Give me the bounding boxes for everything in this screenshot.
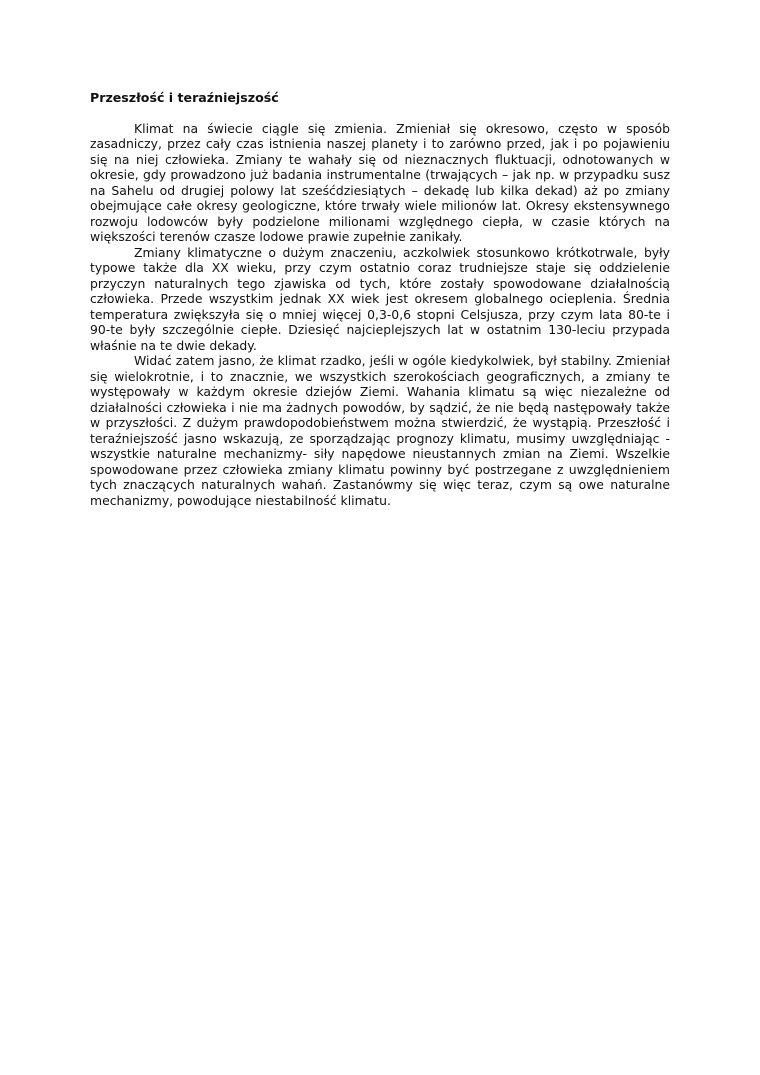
document-title: Przeszłość i teraźniejszość bbox=[90, 90, 279, 105]
paragraph-2: Zmiany klimatyczne o dużym znaczeniu, aczkolwiek stosunkowo krótkotrwale, były typowe także dla XX wieku, przy czym ostatnio coraz trudniejsze staje się oddzielenie przyczyn naturalnych tego zjawiska od tych, które zostały spowodowane działalnością człowieka. Przede wszystkim jednak XX wiek jest okresem globalnego ocieplenia. Średnia temperatura zwiększyła się o mniej więcej 0,3-0,6 stopni Celsjusza, przy czym lata 80-te i 90-te były szczególnie ciepłe. Dziesięć najcieplejszych lat w ostatnim 130-leciu przypada właśnie na te dwie dekady. bbox=[90, 244, 670, 353]
paragraph-1: Klimat na świecie ciągle się zmienia. Zmieniał się okresowo, często w sposób zasadniczy, przez cały czas istnienia naszej planety i to zarówno przed, jak i po pojawieniu się na niej człowieka. Zmiany te wahały się od nieznacznych fluktuacji, odnotowanych w okresie, gdy prowadzono już badania instrumentalne (trwających – jak np. w przypadku susz na Sahelu od drugiej polowy lat sześćdziesiątych – dekadę lub kilka dekad) aż po zmiany obejmujące całe okresy geologiczne, które trwały wiele milionów lat. Okresy ekstensywnego rozwoju lodowców były podzielone milionami względnego ciepła, w czasie których na większości terenów czasze lodowe prawie zupełnie zanikały. bbox=[90, 120, 670, 244]
document-body bbox=[90, 90, 670, 508]
paragraph-3: Widać zatem jasno, że klimat rzadko, jeśli w ogóle kiedykolwiek, był stabilny. Zmieniał się wielokrotnie, i to znacznie, we wszystkich szerokościach geograficznych, a zmiany te występowały w każdym okresie dziejów Ziemi. Wahania klimatu są więc niezależne od działalności człowieka i nie ma żadnych powodów, by sądzić, że nie będą następowały także w przyszłości. Z dużym prawdopodobieństwem można stwierdzić, że wystąpią. Przeszłość i teraźniejszość jasno wskazują, ze sporządzając prognozy klimatu, musimy uwzględniając -wszystkie naturalne mechanizmy- siły napędowe nieustannych zmian na Ziemi. Wszelkie spowodowane przez człowieka zmiany klimatu powinny być postrzegane z uwzględnieniem tych znaczących naturalnych wahań. Zastanówmy się więc teraz, czym są owe naturalne mechanizmy, powodujące niestabilność klimatu. bbox=[90, 353, 670, 508]
